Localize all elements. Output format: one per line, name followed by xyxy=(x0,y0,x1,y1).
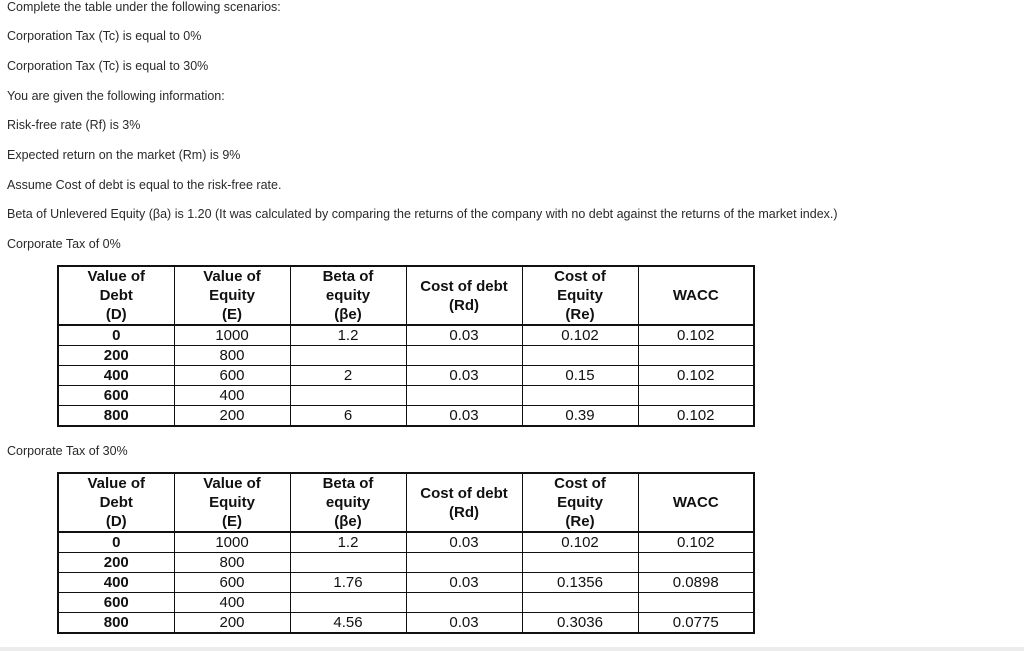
cell-wacc: 0.0775 xyxy=(638,613,754,634)
instruction-title: Complete the table under the following scenarios: xyxy=(7,0,281,14)
header-wacc: WACC xyxy=(638,266,754,325)
header-equity: Value of Equity (E) xyxy=(174,473,290,532)
cell-wacc: 0.102 xyxy=(638,366,754,386)
given-info-heading: You are given the following information: xyxy=(7,89,225,103)
cell-debt: 0 xyxy=(58,325,174,346)
cell-cost-of-equity: 0.102 xyxy=(522,532,638,553)
cell-cost-of-debt: 0.03 xyxy=(406,613,522,634)
cell-equity: 1000 xyxy=(174,325,290,346)
cell-debt: 200 xyxy=(58,346,174,366)
cell-beta-equity xyxy=(290,553,406,573)
cell-wacc: 0.102 xyxy=(638,406,754,427)
table-row xyxy=(58,325,754,346)
cell-wacc xyxy=(638,386,754,406)
cell-cost-of-equity xyxy=(522,593,638,613)
table-row xyxy=(58,613,754,634)
cell-wacc xyxy=(638,346,754,366)
cell-debt: 600 xyxy=(58,593,174,613)
cell-equity: 200 xyxy=(174,406,290,427)
cell-wacc: 0.102 xyxy=(638,325,754,346)
cell-cost-of-debt: 0.03 xyxy=(406,325,522,346)
cell-equity: 400 xyxy=(174,593,290,613)
scenario-tc-0: Corporation Tax (Tc) is equal to 0% xyxy=(7,29,202,43)
header-beta-equity: Beta of equity (βe) xyxy=(290,473,406,532)
cell-cost-of-debt: 0.03 xyxy=(406,366,522,386)
cell-equity: 800 xyxy=(174,346,290,366)
cell-cost-of-equity: 0.15 xyxy=(522,366,638,386)
risk-free-rate: Risk-free rate (Rf) is 3% xyxy=(7,118,141,132)
cell-cost-of-equity: 0.1356 xyxy=(522,573,638,593)
cell-beta-equity: 4.56 xyxy=(290,613,406,634)
cell-cost-of-equity: 0.39 xyxy=(522,406,638,427)
header-cost-of-equity: Cost of Equity (Re) xyxy=(522,266,638,325)
header-cost-of-debt: Cost of debt (Rd) xyxy=(406,266,522,325)
cell-beta-equity xyxy=(290,593,406,613)
table-row xyxy=(58,406,754,427)
header-cost-of-equity: Cost of Equity (Re) xyxy=(522,473,638,532)
cell-debt: 200 xyxy=(58,553,174,573)
cell-beta-equity: 1.76 xyxy=(290,573,406,593)
header-equity: Value of Equity (E) xyxy=(174,266,290,325)
cell-debt: 600 xyxy=(58,386,174,406)
header-debt: Value of Debt (D) xyxy=(58,473,174,532)
header-wacc: WACC xyxy=(638,473,754,532)
cell-cost-of-debt xyxy=(406,346,522,366)
cell-equity: 400 xyxy=(174,386,290,406)
table-row xyxy=(58,366,754,386)
cell-beta-equity: 1.2 xyxy=(290,532,406,553)
cell-equity: 600 xyxy=(174,366,290,386)
cell-beta-equity: 2 xyxy=(290,366,406,386)
cell-wacc xyxy=(638,593,754,613)
cell-cost-of-debt xyxy=(406,386,522,406)
cell-cost-of-debt: 0.03 xyxy=(406,573,522,593)
section-label-tc0: Corporate Tax of 0% xyxy=(7,237,121,251)
cell-cost-of-debt: 0.03 xyxy=(406,406,522,427)
cell-equity: 800 xyxy=(174,553,290,573)
section-label-tc30: Corporate Tax of 30% xyxy=(7,444,128,458)
cell-beta-equity: 6 xyxy=(290,406,406,427)
header-debt: Value of Debt (D) xyxy=(58,266,174,325)
table-row xyxy=(58,346,754,366)
market-return: Expected return on the market (Rm) is 9% xyxy=(7,148,241,162)
cell-wacc: 0.0898 xyxy=(638,573,754,593)
table-row xyxy=(58,573,754,593)
header-beta-equity: Beta of equity (βe) xyxy=(290,266,406,325)
cell-beta-equity xyxy=(290,386,406,406)
unlevered-beta: Beta of Unlevered Equity (βa) is 1.20 (It was calculated by comparing the returns of the company with no debt against the returns of the market index.) xyxy=(7,207,838,221)
cell-debt: 400 xyxy=(58,573,174,593)
cell-equity: 1000 xyxy=(174,532,290,553)
bottom-divider xyxy=(0,647,1024,651)
header-cost-of-debt: Cost of debt (Rd) xyxy=(406,473,522,532)
table-tc30 xyxy=(57,472,755,634)
table-row xyxy=(58,593,754,613)
cell-beta-equity xyxy=(290,346,406,366)
cell-equity: 600 xyxy=(174,573,290,593)
cell-cost-of-equity xyxy=(522,386,638,406)
cell-debt: 800 xyxy=(58,613,174,634)
cell-cost-of-debt: 0.03 xyxy=(406,532,522,553)
cell-debt: 400 xyxy=(58,366,174,386)
cell-cost-of-equity: 0.3036 xyxy=(522,613,638,634)
cell-cost-of-equity: 0.102 xyxy=(522,325,638,346)
scenario-tc-30: Corporation Tax (Tc) is equal to 30% xyxy=(7,59,209,73)
cell-debt: 800 xyxy=(58,406,174,427)
cell-beta-equity: 1.2 xyxy=(290,325,406,346)
table-row xyxy=(58,532,754,553)
cell-cost-of-equity xyxy=(522,346,638,366)
cell-cost-of-debt xyxy=(406,553,522,573)
cell-cost-of-equity xyxy=(522,553,638,573)
cell-equity: 200 xyxy=(174,613,290,634)
cell-wacc: 0.102 xyxy=(638,532,754,553)
cell-wacc xyxy=(638,553,754,573)
cell-cost-of-debt xyxy=(406,593,522,613)
table-header-row xyxy=(58,266,754,325)
cost-of-debt-assumption: Assume Cost of debt is equal to the risk-free rate. xyxy=(7,178,282,192)
table-row xyxy=(58,553,754,573)
cell-debt: 0 xyxy=(58,532,174,553)
table-tc0 xyxy=(57,265,755,427)
table-header-row xyxy=(58,473,754,532)
table-row xyxy=(58,386,754,406)
